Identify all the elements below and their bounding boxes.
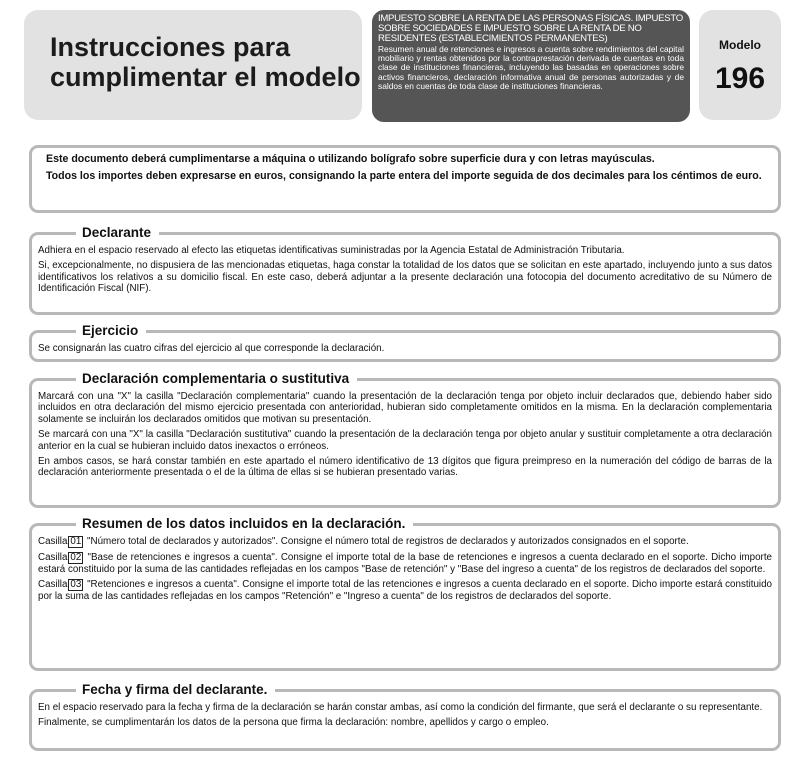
section-title-declarante: Declarante [76, 224, 159, 242]
intro-notice [29, 145, 781, 213]
paragraph: Se marcará con una "X" la casilla "Declaración sustitutiva" cuando la presentación de la declaración tenga por objeto anular y sustituir completamente a otra declaración anterior en la cual se hubieran incluido datos inexactos o erróneos. [38, 429, 772, 452]
casilla-word: Casilla [38, 552, 68, 563]
intro-line-1: Este documento deberá cumplimentarse a máquina o utilizando bolígrafo sobre superficie dura y con letras mayúsculas. [46, 153, 655, 165]
paragraph: Si, excepcionalmente, no dispusiera de las mencionadas etiquetas, haga constar la totalidad de los datos que se solicitan en este apartado, incluyendo junto a sus datos identificativos los relativos a su domicilio fiscal. En este caso, deberá adjuntar a la presente declaración una fotocopia del documento acreditativo de su Número de Identificación Fiscal (NIF). [38, 260, 772, 295]
section-ejercicio [29, 323, 781, 362]
section-header [38, 370, 772, 388]
page-title-line-1: Instrucciones para [50, 32, 291, 62]
casilla-box: 02 [70, 552, 82, 563]
section-title-complementaria: Declaración complementaria o sustitutiva [76, 370, 357, 388]
casilla-word: Casilla [38, 579, 68, 591]
model-number: 196 [714, 62, 766, 95]
section-title-ejercicio: Ejercicio [76, 322, 146, 340]
model-box [699, 10, 781, 120]
casilla-item [38, 536, 772, 548]
model-label: Modelo [719, 38, 761, 52]
paragraph: Se consignarán las cuatro cifras del ejercicio al que corresponde la declaración. [38, 343, 385, 354]
page-title-line-2: cumplimentar el modelo [50, 62, 361, 92]
casilla-box: 01 [70, 536, 82, 547]
section-firma [29, 682, 781, 751]
section-header [38, 681, 772, 699]
description-body: Resumen anual de retenciones e ingresos a cuenta sobre rendimientos del capital mobiliario y rentas obtenidos por la contraprestación derivada de cuentas en toda clase de instituciones financieras, incluyendo las basadas en operaciones sobre activos financieros, declaración informativa anual de personas autorizadas y de saldos en cuentas de toda clase de instituciones financieras. [378, 44, 684, 91]
header-title-box [24, 10, 362, 120]
section-header [38, 322, 772, 340]
casilla-item [38, 552, 772, 575]
paragraph: Adhiera en el espacio reservado al efecto las etiquetas identificativas suministradas por la Agencia Estatal de Administración Tributaria. [38, 245, 625, 256]
section-header [38, 224, 772, 242]
section-declarante [29, 225, 781, 315]
paragraph: Marcará con una "X" la casilla "Declaración complementaria" cuando la presentación de la declaración tenga por objeto incluir declarados que, debiendo haber sido incluidos en otra declaración del mismo ejercicio presentada con anterioridad, hubieran sido completamente omitidos en la misma. En la declaración complementaria solamente se incluirán los declarados omitidos que motivan su presentación. [38, 391, 772, 425]
section-title-resumen: Resumen de los datos incluidos en la declaración. [76, 515, 413, 533]
casilla-text: "Retenciones e ingresos a cuenta". Consigne el importe total de las retenciones e ingresos a cuenta declarado en el soporte. Dicho importe estará constituido por la suma de las cantidades reflejadas en los campos "Retención" e "Ingreso a cuenta" de los registros de declarados del soporte. [38, 579, 772, 603]
description-title: IMPUESTO SOBRE LA RENTA DE LAS PERSONAS FÍSICAS. IMPUESTO SOBRE SOCIEDADES E IMPUESTO SOBRE LA RENTA DE NO RESIDENTES (ESTABLECIMIENTOS PERMANENTES) [378, 13, 683, 44]
paragraph: En ambos casos, se hará constar también en este apartado el número identificativo de 13 dígitos que figura preimpreso en la numeración del código de barras de la declaración anteriormente presentada o el de la última de ellas si se hubieran presentado varias. [38, 456, 772, 479]
section-title-firma: Fecha y firma del declarante. [76, 681, 275, 699]
casilla-text: "Base de retenciones e ingresos a cuenta". Consigne el importe total de la base de retenciones e ingresos a cuenta declarado en el soporte. Dicho importe estará constituido por la suma de las cantidades reflejadas en los campos "Base de retención" y "Base del ingreso a cuenta" de los registros de declarados del soporte. [38, 552, 772, 575]
paragraph: En el espacio reservado para la fecha y firma de la declaración se harán constar ambas, así como la condición del firmante, que será el declarante o su representante. [38, 702, 763, 713]
intro-line-2: Todos los importes deben expresarse en euros, consignando la parte entera del importe seguida de dos decimales para los céntimos de euro. [46, 170, 762, 182]
section-rule [38, 330, 772, 333]
header-description-box [372, 10, 690, 122]
section-header [38, 515, 772, 533]
casilla-text: "Número total de declarados y autorizados". Consigne el número total de registros de declarados y autorizados consignados en el soporte. [87, 536, 689, 547]
casilla-word: Casilla [38, 536, 68, 547]
paragraph: Finalmente, se cumplimentarán los datos de la persona que firma la declaración: nombre, apellidos y cargo o empleo. [38, 717, 549, 729]
casilla-box: 03 [70, 579, 82, 591]
casilla-item [38, 579, 772, 602]
section-complementaria [29, 371, 781, 508]
section-resumen [29, 516, 781, 671]
